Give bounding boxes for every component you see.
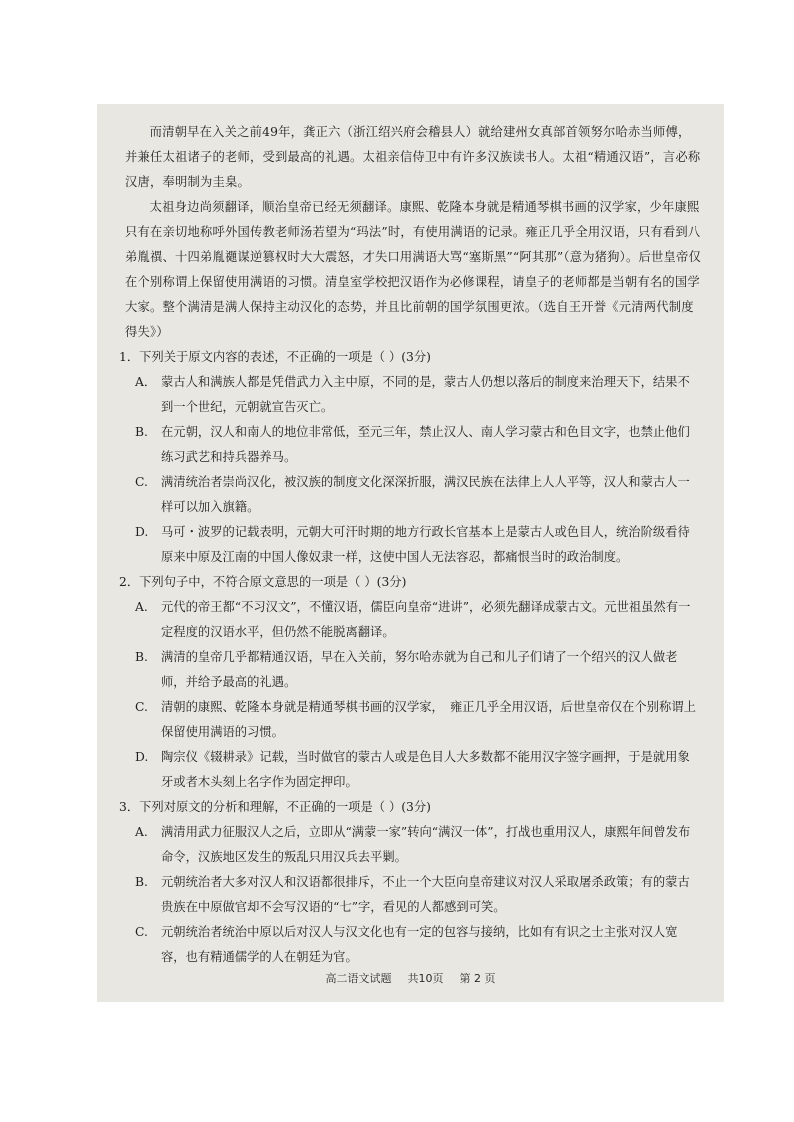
option-c [135,920,702,970]
option-letter: A. [135,825,148,839]
question-stem: 3．下列对原文的分析和理解，不正确的一项是（ ）(3分) [119,800,431,814]
option-text: 满清统治者崇尚汉化，被汉族的制度文化深深折服，满汉民族在法律上人人平等，汉人和蒙古人一样可以加入旗籍。 [161,475,690,514]
option-text: 清朝的康熙、乾隆本身就是精通琴棋书画的汉学家， 雍正几乎全用汉语，后世皇帝仅在个别称谓上保留使用满语的习惯。 [161,700,696,739]
option-b [135,870,702,920]
option-a [135,595,702,645]
option-letter: D. [135,525,149,539]
option-c [135,695,702,745]
option-text: 元朝统治者大多对汉人和汉语都很排斥，不止一个大臣向皇帝建议对汉人采取屠杀政策；有的蒙古贵族在中原做官却不会写汉语的“七”字，看见的人都感到可笑。 [161,875,690,914]
footer-total-pages: 共10页 [407,972,444,985]
footer-subject: 高二语文试题 [325,972,392,985]
option-text: 满清用武力征服汉人之后，立即从“满蒙一家”转向“满汉一体”，打战也重用汉人，康熙年间曾发布命令，汉族地区发生的叛乱只用汉兵去平剿。 [161,825,691,864]
option-letter: C. [135,700,148,714]
option-text: 满清的皇帝几乎都精通汉语，早在入关前，努尔哈赤就为自己和儿子们请了一个绍兴的汉人做老师，并给予最高的礼遇。 [161,650,678,689]
option-text: 蒙古人和满族人都是凭借武力入主中原，不同的是，蒙古人仍想以落后的制度来治理天下，结果不到一个世纪，元朝就宣告灭亡。 [161,375,690,414]
option-letter: B. [135,650,148,664]
option-text: 元代的帝王都“不习汉文”，不懂汉语，儒臣向皇帝“进讲”，必须先翻译成蒙古文。元世祖虽然有一定程度的汉语水平，但仍然不能脱离翻译。 [161,600,691,639]
passage-paragraph-1: 而清朝早在入关之前49年，龚正六（浙江绍兴府会稽县人）就给建州女真部首领努尔哈赤当师傅，并兼任太祖诸子的老师，受到最高的礼遇。太祖亲信侍卫中有许多汉族读书人。太祖“精通汉语”，言必称汉唐，奉明制为圭臬。 [125,125,701,189]
exam-page [97,104,724,1002]
question-1 [119,345,702,570]
page-footer [97,970,724,986]
question-2 [119,570,702,795]
option-a [135,820,702,870]
option-letter: A. [135,600,148,614]
option-text: 在元朝，汉人和南人的地位非常低，至元三年，禁止汉人、南人学习蒙古和色目文字，也禁止他们练习武艺和持兵器养马。 [161,425,690,464]
option-c [135,470,702,520]
option-letter: D. [135,750,149,764]
option-letter: B. [135,425,148,439]
option-letter: B. [135,875,148,889]
option-text: 陶宗仪《辍耕录》记载，当时做官的蒙古人或是色目人大多数都不能用汉字签字画押，于是就用象牙或者木头刻上名字作为固定押印。 [161,750,690,789]
option-b [135,420,702,470]
footer-page-number: 第 2 页 [459,972,496,985]
option-a [135,370,702,420]
question-stem: 1．下列关于原文内容的表述，不正确的一项是（ ）(3分) [119,350,431,364]
option-b [135,645,702,695]
option-d [135,745,702,795]
option-letter: C. [135,925,148,939]
passage-paragraph-2: 太祖身边尚须翻译，顺治皇帝已经无须翻译。康熙、乾隆本身就是精通琴棋书画的汉学家，少年康熙只有在亲切地称呼外国传教老师汤若望为“玛法”时，有使用满语的记录。雍正几乎全用汉语，只有看到八弟胤禩、十四弟胤禵谋逆篡权时大大震怒，才失口用满语大骂“塞斯黑”“阿其那”（意为猪狗）。后世皇帝仅在个别称谓上保留使用满语的习惯。清皇室学校把汉语作为必修课程，请皇子的老师都是当朝有名的国学大家。整个满清是满人保持主动汉化的态势，并且比前朝的国学氛围更浓。（选自王开誉《元清两代制度得失》） [125,200,702,339]
option-text: 马可・波罗的记载表明，元朝大可汗时期的地方行政长官基本上是蒙古人或色目人，统治阶级看待原来中原及江南的中国人像奴隶一样，这使中国人无法容忍，都痛恨当时的政治制度。 [161,525,690,564]
option-text: 元朝统治者统治中原以后对汉人与汉文化也有一定的包容与接纳，比如有有识之士主张对汉人宽容，也有精通儒学的人在朝廷为官。 [161,925,678,964]
option-letter: A． [135,375,157,389]
option-letter: C. [135,475,148,489]
question-stem: 2．下列句子中，不符合原文意思的一项是（ ）(3分) [119,575,407,589]
question-3 [119,795,702,970]
option-d [135,520,702,570]
